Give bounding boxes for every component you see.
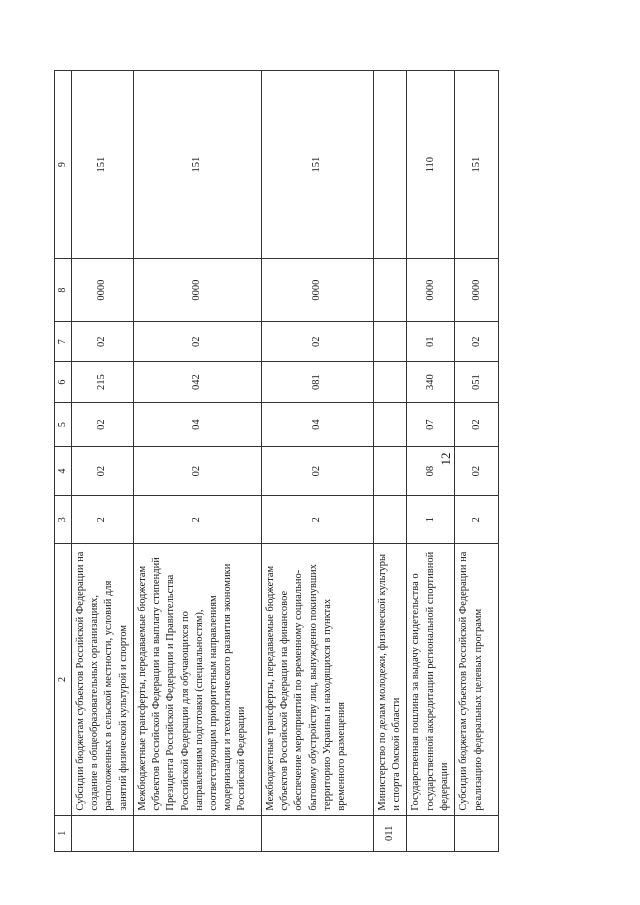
description-cell: Межбюджетные трансферты, передаваемые бюджетам субъектов Российской Федерации на выплату стипендий Президента Российской Федерации и Правительства Российской Федерации для обучающихся по направлениям подготовки (специальностям), соответствующим приоритетным направлениям модернизации и технологического развития экономики Российской Федерации [134, 544, 262, 815]
description-cell: Субсидии бюджетам субъектов Российской Федерации на реализацию федеральных целевых программ [455, 544, 499, 815]
code-cell: 02 [134, 321, 262, 361]
code-cell: 01 [407, 321, 455, 361]
code-cell: 0000 [455, 259, 499, 322]
code-cell: 151 [134, 71, 262, 259]
code-cell [374, 447, 407, 496]
budget-codes-table [54, 70, 499, 852]
code-cell: 02 [262, 447, 374, 496]
code-cell: 02 [72, 321, 134, 361]
description-cell: Межбюджетные трансферты, передаваемые бюджетам субъектов Российской Федерации на финансовое обеспечение мероприятий по временному социально-бытовому обустройству лиц, вынужденно покинувших территорию Украины и находящихся в пунктах временного размещения [262, 544, 374, 815]
header-cell: 3 [55, 495, 72, 544]
table-row [455, 71, 499, 852]
table-row [374, 71, 407, 852]
table-row [407, 71, 455, 852]
code-cell: 0000 [72, 259, 134, 322]
code-cell: 2 [262, 495, 374, 544]
code-cell: 151 [262, 71, 374, 259]
code-cell [374, 402, 407, 447]
table-row [262, 71, 374, 852]
code-cell: 0000 [262, 259, 374, 322]
code-cell: 07 [407, 402, 455, 447]
rotated-table-wrapper [54, 70, 484, 852]
code-cell: 02 [455, 321, 499, 361]
code-cell [374, 362, 407, 402]
admin-code-cell: 011 [374, 815, 407, 851]
code-cell: 2 [134, 495, 262, 544]
code-cell: 02 [134, 447, 262, 496]
code-cell: 04 [134, 402, 262, 447]
header-cell: 8 [55, 259, 72, 322]
header-row [55, 71, 72, 852]
code-cell [374, 495, 407, 544]
header-cell: 9 [55, 71, 72, 259]
code-cell: 2 [455, 495, 499, 544]
code-cell: 081 [262, 362, 374, 402]
code-cell: 02 [72, 447, 134, 496]
admin-code-cell [455, 815, 499, 851]
description-cell: Государственная пошлина за выдачу свидетельства о государственной аккредитации региональной спортивной федерации [407, 544, 455, 815]
code-cell: 0000 [407, 259, 455, 322]
header-cell: 2 [55, 544, 72, 815]
code-cell: 02 [455, 447, 499, 496]
code-cell [374, 71, 407, 259]
code-cell: 08 [407, 447, 455, 496]
code-cell [374, 321, 407, 361]
code-cell: 02 [72, 402, 134, 447]
code-cell: 340 [407, 362, 455, 402]
code-cell: 0000 [134, 259, 262, 322]
code-cell: 02 [455, 402, 499, 447]
code-cell: 04 [262, 402, 374, 447]
code-cell: 151 [455, 71, 499, 259]
code-cell: 051 [455, 362, 499, 402]
description-cell: Министерство по делам молодежи, физической культуры и спорта Омской области [374, 544, 407, 815]
code-cell: 215 [72, 362, 134, 402]
admin-code-cell [134, 815, 262, 851]
code-cell: 042 [134, 362, 262, 402]
page-number: 12 [438, 452, 453, 466]
table-row [134, 71, 262, 852]
code-cell: 110 [407, 71, 455, 259]
table-row [72, 71, 134, 852]
header-cell: 4 [55, 447, 72, 496]
admin-code-cell [72, 815, 134, 851]
header-cell: 6 [55, 362, 72, 402]
header-cell: 7 [55, 321, 72, 361]
header-cell: 1 [55, 815, 72, 851]
code-cell: 1 [407, 495, 455, 544]
code-cell: 151 [72, 71, 134, 259]
admin-code-cell [262, 815, 374, 851]
code-cell [374, 259, 407, 322]
header-cell: 5 [55, 402, 72, 447]
admin-code-cell [407, 815, 455, 851]
code-cell: 02 [262, 321, 374, 361]
code-cell: 2 [72, 495, 134, 544]
description-cell: Субсидии бюджетам субъектов Российской Федерации на создание в общеобразовательных организациях, расположенных в сельской местности, условий для занятий физической культурой и спортом [72, 544, 134, 815]
